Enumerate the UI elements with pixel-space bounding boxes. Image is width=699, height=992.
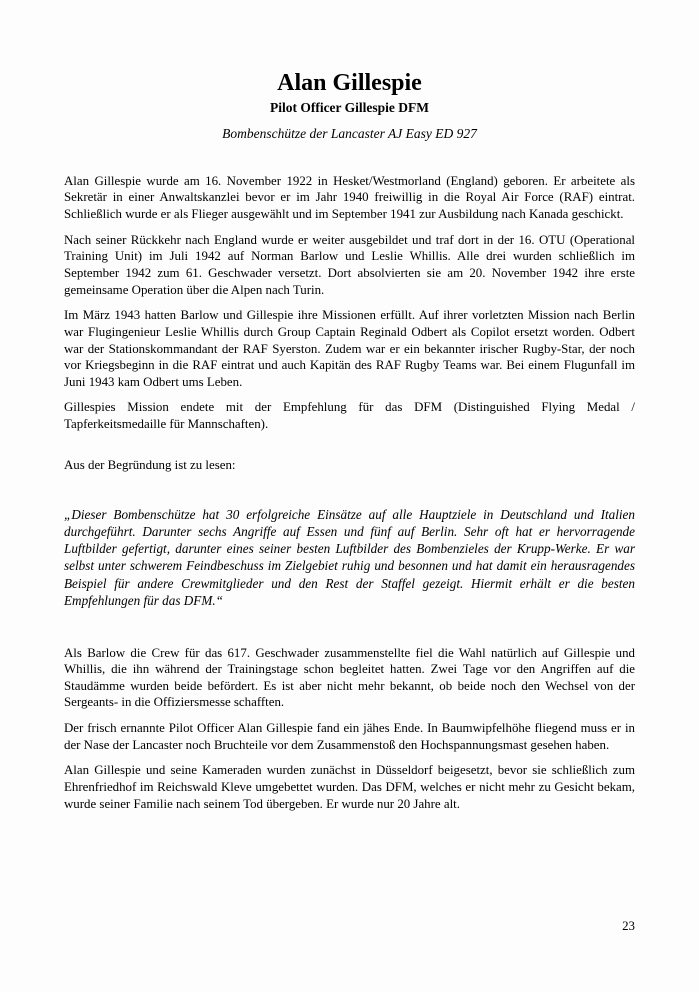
body-paragraph: Der frisch ernannte Pilot Officer Alan Gillespie fand ein jähes Ende. In Baumwipfelhöhe fliegend muss er in der Nase der Lancaster noch Bruchteile vor dem Zusammenstoß den Hochspannungsmast gesehen haben. — [64, 721, 635, 752]
body-paragraph: Nach seiner Rückkehr nach England wurde er weiter ausgebildet und traf dort in der 16. OTU (Operational Training Unit) im Juli 1942 auf Norman Barlow und Leslie Whillis. Alle drei wurden schließlich im September 1942 zum 61. Geschwader versetzt. Dort absolvierten sie am 20. November 1942 ihre erste gemeinsame Operation über die Alpen nach Turin. — [64, 232, 635, 297]
body-paragraph: Gillespies Mission endete mit der Empfehlung für das DFM (Distinguished Flying Medal / Tapferkeitsmedaille für Mannschaften). — [64, 400, 635, 432]
document-subtitle: Pilot Officer Gillespie DFM — [269, 100, 430, 116]
body-paragraph: Im März 1943 hatten Barlow und Gillespie ihre Missionen erfüllt. Auf ihrer vorletzten Mission nach Berlin war Flugingenieur Leslie Whillis durch Group Captain Reginald Odbert als Copilot ersetzt worden. Odbert war der Stationskommandant der RAF Syerston. Zudem war er ein bekannter irischer Rugby-Star, der noch vor Kriegsbeginn in die RAF eintrat und auch Kapitän des RAF Rugby Teams war. Bei einem Flugunfall im Juni 1943 kam Odbert ums Leben. — [64, 308, 635, 389]
quote-lead-in: Aus der Begründung ist zu lesen: — [64, 457, 236, 472]
page-title: Alan Gillespie — [277, 70, 422, 96]
body-paragraph: Als Barlow die Crew für das 617. Geschwader zusammenstellte fiel die Wahl natürlich auf Gillespie und Whillis, die ihn während der Trainingstage schon begleitet hatten. Zwei Tage vor den Angriffen auf die Staudämme wurden beide befördert. Es ist aber nicht mehr bekannt, ob beide noch den Wechsel von der Sergeants- in die Offiziersmesse schafften. — [64, 645, 635, 710]
body-paragraph: Alan Gillespie wurde am 16. November 1922 in Hesket/Westmorland (England) geboren. Er arbeitete als Sekretär in einer Anwaltskanzlei bevor er im Jahr 1940 freiwillig in die Royal Air Force (RAF) eintrat. Schließlich wurde er als Flieger ausgewählt und im September 1941 zur Ausbildung nach Kanada geschickt. — [64, 173, 635, 222]
document-tagline: Bombenschütze der Lancaster AJ Easy ED 927 — [222, 125, 477, 141]
body-paragraph: Alan Gillespie und seine Kameraden wurden zunächst in Düsseldorf beigesetzt, bevor sie schließlich zum Ehrenfriedhof im Reichswald Kleve umgebettet wurden. Das DFM, welches er nicht mehr zu Gesicht bekam, wurde seiner Familie nach seinem Tod übergeben. Er wurde nur 20 Jahre alt. — [64, 763, 635, 811]
citation-quote: „Dieser Bombenschütze hat 30 erfolgreiche Einsätze auf alle Hauptziele in Deutschland und Italien durchgeführt. Darunter sechs Angriffe auf Essen und fünf auf Berlin. Sehr oft hat er hervorragende Luftbilder gefertigt, darunter eines seiner besten Luftbilder des Bombenzieles der Krupp-Werke. Er war selbst unter schwerem Feindbeschuss im Zielgebiet ruhig und besonnen und hat damit ein herausragendes Beispiel für andere Crewmitglieder und den Rest der Staffel gezeigt. Hiermit erhält er die besten Empfehlungen für das DFM.“ — [64, 507, 635, 608]
page-number: 23 — [622, 919, 635, 933]
